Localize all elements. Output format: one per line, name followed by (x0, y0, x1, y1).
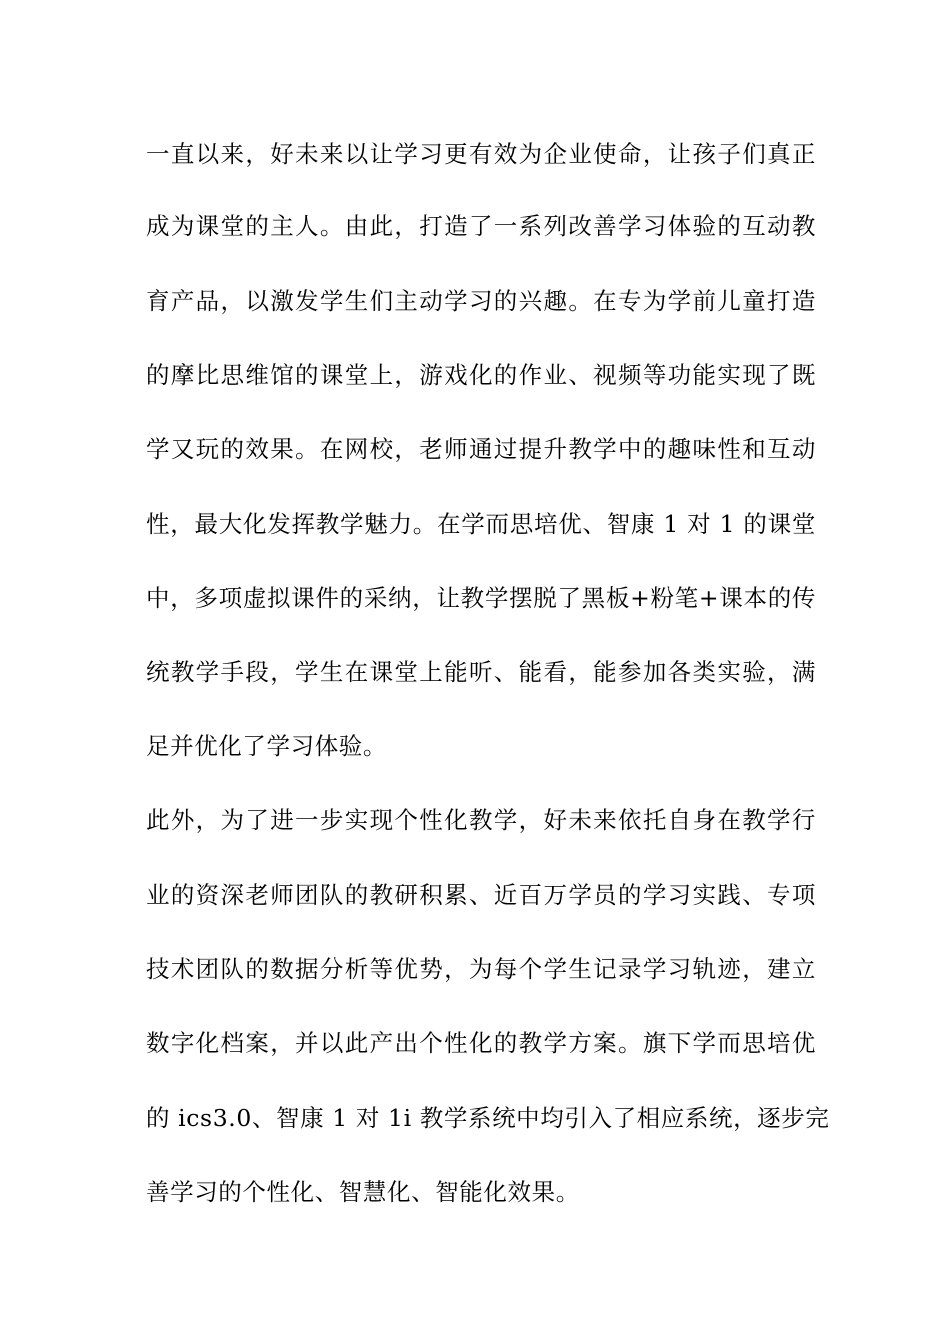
paragraph-1-line-2: 成为课堂的主人。由此，打造了一系列改善学习体验的互动教 (146, 212, 816, 240)
paragraph-2-line-3: 技术团队的数据分析等优势，为每个学生记录学习轨迹，建立 (146, 955, 816, 983)
paragraph-2-line-5: 的 ics3.0、智康 1 对 1i 教学系统中均引入了相应系统，逐步完 (146, 1104, 830, 1132)
paragraph-2-line-1: 此外，为了进一步实现个性化教学，好未来依托自身在教学行 (146, 806, 816, 834)
paragraph-1-line-8: 统教学手段，学生在课堂上能听、能看，能参加各类实验，满 (146, 658, 816, 686)
paragraph-2-line-4: 数字化档案，并以此产出个性化的教学方案。旗下学而思培优 (146, 1029, 816, 1057)
paragraph-1-line-1: 一直以来，好未来以让学习更有效为企业使命，让孩子们真正 (146, 140, 816, 168)
paragraph-1-line-6: 性，最大化发挥教学魅力。在学而思培优、智康 1 对 1 的课堂 (146, 510, 816, 538)
paragraph-1-line-7: 中，多项虚拟课件的采纳，让教学摆脱了黑板+粉笔+课本的传 (146, 584, 816, 612)
paragraph-1-line-9: 足并优化了学习体验。 (146, 732, 387, 760)
paragraph-1-line-4: 的摩比思维馆的课堂上，游戏化的作业、视频等功能实现了既 (146, 361, 816, 389)
paragraph-2-line-2: 业的资深老师团队的教研积累、近百万学员的学习实践、专项 (146, 881, 816, 909)
paragraph-1-line-3: 育产品，以激发学生们主动学习的兴趣。在专为学前儿童打造 (146, 287, 816, 315)
paragraph-1-line-5: 学又玩的效果。在网校，老师通过提升教学中的趣味性和互动 (146, 435, 816, 463)
paragraph-2-line-6: 善学习的个性化、智慧化、智能化效果。 (146, 1178, 580, 1206)
